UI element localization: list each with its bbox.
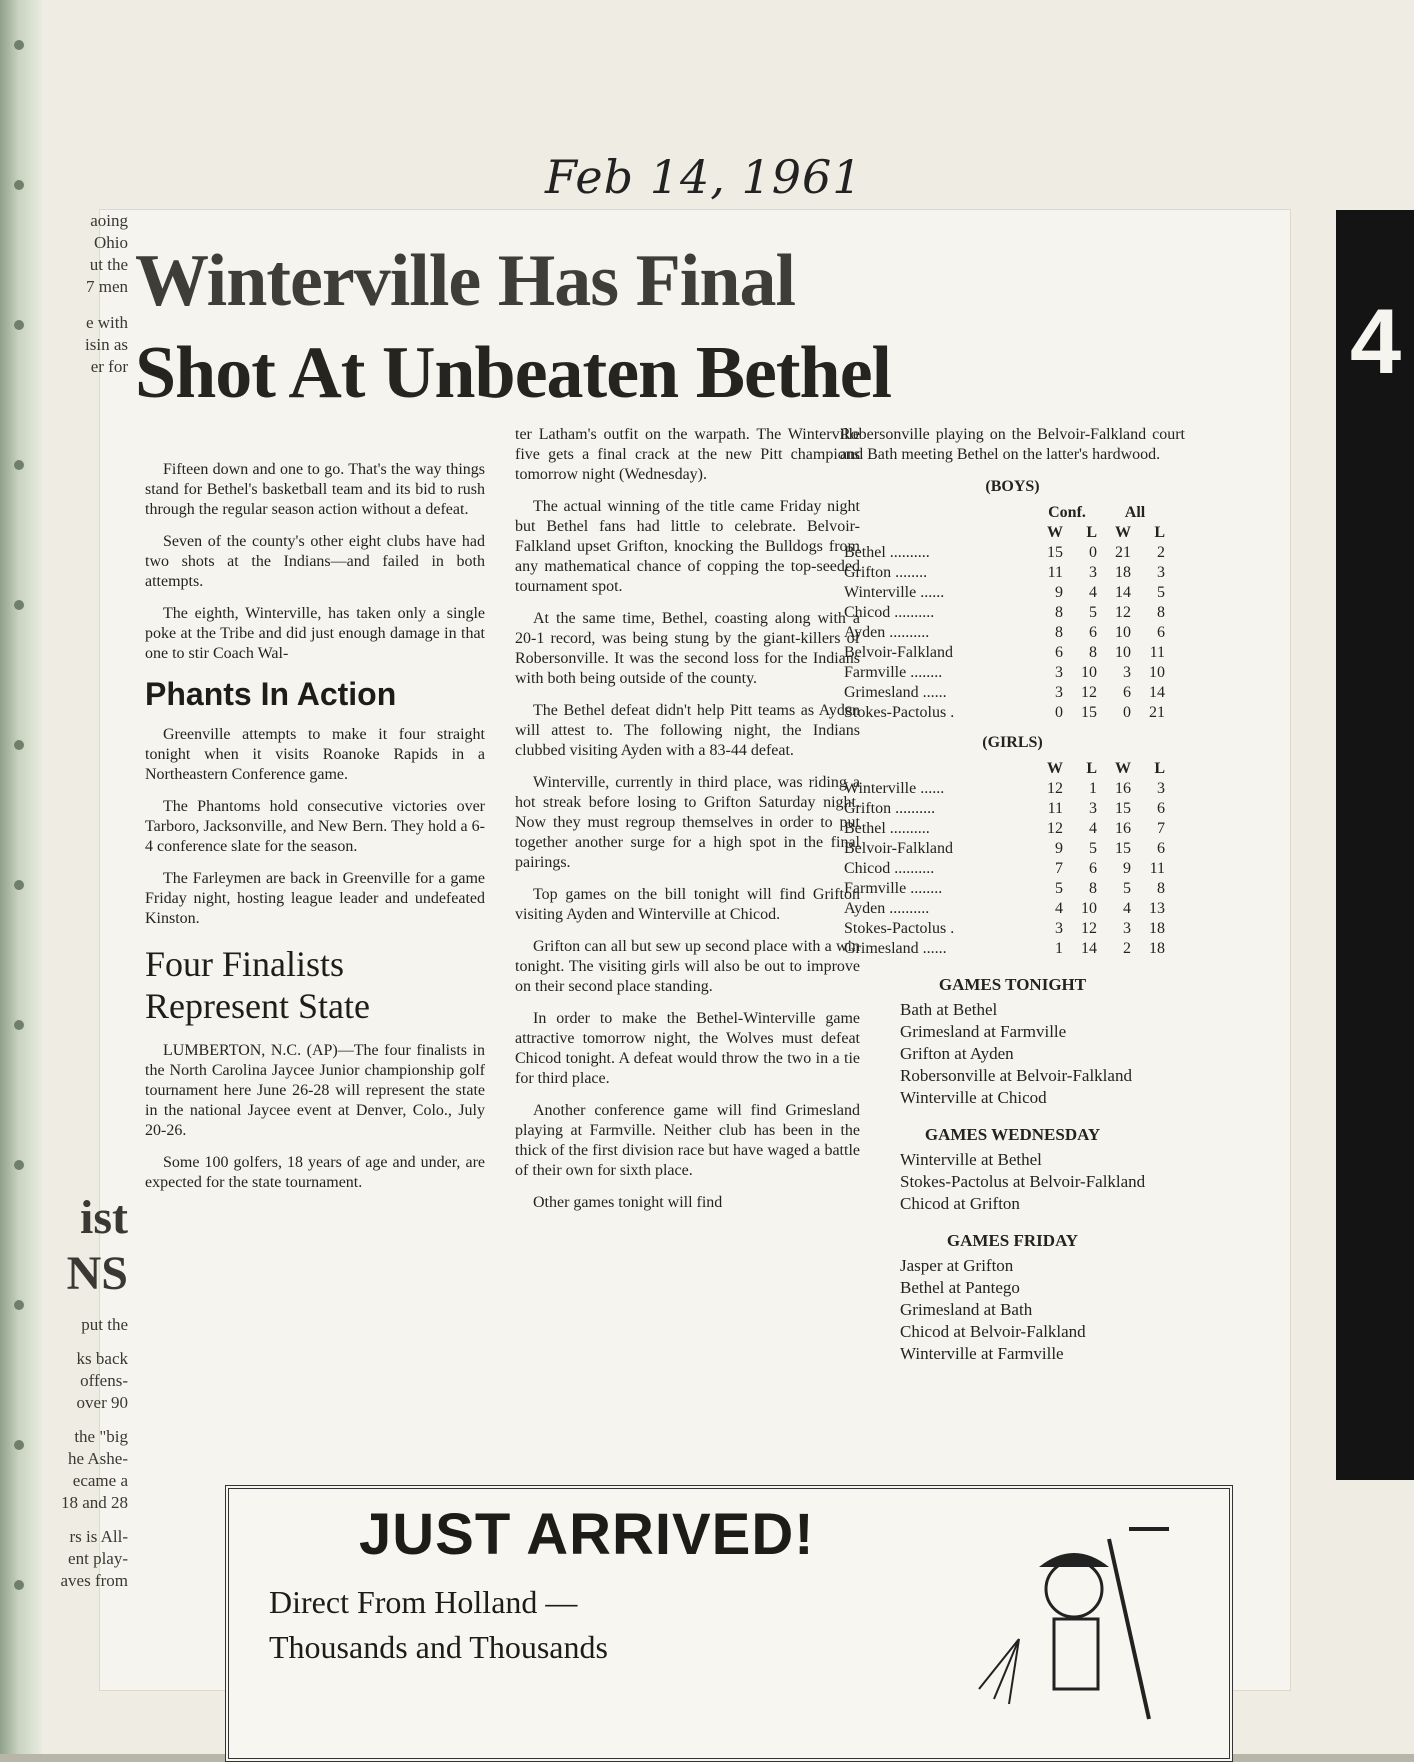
article-headline xyxy=(135,235,1175,419)
record-value: 6 xyxy=(1157,624,1165,641)
record-value: 10 xyxy=(1081,664,1097,681)
table-row xyxy=(840,859,1169,879)
team-name: Grifton .......... xyxy=(844,800,936,817)
schedule-line: Robersonville at Belvoir-Falkland xyxy=(900,1066,1132,1085)
table-row xyxy=(840,899,1169,919)
record-value: 15 xyxy=(1081,704,1097,721)
schedule-line: Chicod at Grifton xyxy=(900,1194,1020,1213)
record-value: 9 xyxy=(1055,840,1063,857)
record-value: 8 xyxy=(1089,880,1097,897)
paragraph: The Bethel defeat didn't help Pitt teams as Ayden will attest to. The following night, the Indians clubbed visiting Ayden with a 83-44 defeat. xyxy=(515,702,860,759)
record-value: 18 xyxy=(1149,920,1165,937)
record-value: 12 xyxy=(1115,604,1131,621)
table-header-row: W L W L xyxy=(1047,760,1165,777)
paragraph: Winterville, currently in third place, was riding a hot streak before losing to Grifton Saturday night. Now they must regroup themselves in order to put together another surge for a high spot in the final pairings. xyxy=(515,774,860,871)
schedule-line: Stokes-Pactolus at Belvoir-Falkland xyxy=(900,1172,1146,1191)
record-value: 3 xyxy=(1055,920,1063,937)
binder-edge xyxy=(0,0,42,1754)
paragraph: ter Latham's outfit on the warpath. The Winterville five gets a final crack at the new Pitt champions tomorrow night (Wednesday). xyxy=(515,426,860,483)
record-value: 3 xyxy=(1055,664,1063,681)
schedule-line: Bath at Bethel xyxy=(900,1000,998,1019)
boys-standings-title: (BOYS) xyxy=(985,478,1040,495)
table-row xyxy=(840,939,1169,959)
team-name: Ayden .......... xyxy=(844,900,930,917)
table-row xyxy=(840,683,1169,703)
ad-line-1: Direct From Holland — xyxy=(269,1584,578,1620)
paragraph: Other games tonight will find xyxy=(533,1194,723,1211)
schedule-line: Winterville at Bethel xyxy=(900,1150,1042,1169)
record-value: 14 xyxy=(1115,584,1131,601)
record-value: 7 xyxy=(1055,860,1063,877)
record-value: 18 xyxy=(1115,564,1131,581)
paragraph: Greenville attempts to make it four straight tonight when it visits Roanoke Rapids in a Northeastern Conference game. xyxy=(145,726,485,783)
team-name: Winterville ...... xyxy=(844,780,945,797)
games-wednesday-title: GAMES WEDNESDAY xyxy=(924,1125,1101,1144)
girls-standings-title: (GIRLS) xyxy=(982,734,1043,751)
record-value: 10 xyxy=(1115,624,1131,641)
advertisement xyxy=(225,1485,1233,1762)
schedule-line: Grimesland at Bath xyxy=(900,1300,1033,1319)
paragraph: Some 100 golfers, 18 years of age and under, are expected for the state tournament. xyxy=(145,1154,485,1191)
record-value: 11 xyxy=(1149,860,1165,877)
boys-standings-table xyxy=(840,503,1169,723)
record-value: 1 xyxy=(1055,940,1063,957)
table-row xyxy=(840,703,1169,723)
team-name: Farmville ........ xyxy=(844,880,943,897)
paragraph: Top games on the bill tonight will find Grifton visiting Ayden and Winterville at Chicod. xyxy=(515,886,860,923)
record-value: 15 xyxy=(1115,800,1131,817)
paragraph: Another conference game will find Grimesland playing at Farmville. Neither club has been in the thick of the first division race but have waged a battle of their own for sixth place. xyxy=(515,1102,860,1179)
paragraph: In order to make the Bethel-Winterville game attractive tomorrow night, the Wolves must defeat Chicod tonight. A defeat would throw the two in a tie for third place. xyxy=(515,1010,860,1087)
table-row xyxy=(840,839,1169,859)
schedule-line: Winterville at Chicod xyxy=(900,1088,1047,1107)
record-value: 8 xyxy=(1055,604,1063,621)
record-value: 3 xyxy=(1089,800,1097,817)
record-value: 10 xyxy=(1081,900,1097,917)
record-value: 4 xyxy=(1055,900,1063,917)
table-row xyxy=(840,919,1169,939)
team-name: Chicod .......... xyxy=(844,604,935,621)
record-value: 14 xyxy=(1149,684,1165,701)
schedule-line: Grimesland at Farmville xyxy=(900,1022,1067,1041)
record-value: 5 xyxy=(1123,880,1131,897)
record-value: 6 xyxy=(1089,624,1097,641)
record-value: 12 xyxy=(1047,780,1063,797)
paragraph: Robersonville playing on the Belvoir-Falkland court and Bath meeting Bethel on the latter's hardwood. xyxy=(840,426,1185,463)
games-wednesday-list xyxy=(840,1149,1185,1215)
record-value: 14 xyxy=(1081,940,1097,957)
record-value: 6 xyxy=(1089,860,1097,877)
ad-headline: JUST ARRIVED! xyxy=(359,1502,815,1567)
team-name: Ayden .......... xyxy=(844,624,930,641)
record-value: 21 xyxy=(1149,704,1165,721)
record-value: 5 xyxy=(1157,584,1165,601)
record-value: 16 xyxy=(1115,780,1131,797)
games-friday-title: GAMES FRIDAY xyxy=(946,1231,1079,1250)
table-row xyxy=(840,543,1169,563)
table-row xyxy=(840,643,1169,663)
record-value: 11 xyxy=(1149,644,1165,661)
record-value: 16 xyxy=(1115,820,1131,837)
table-row xyxy=(840,819,1169,839)
schedule-line: Chicod at Belvoir-Falkland xyxy=(900,1322,1086,1341)
record-value: 6 xyxy=(1157,800,1165,817)
paragraph: Fifteen down and one to go. That's the way things stand for Bethel's basketball team and its bid to rush through the regular season action without a defeat. xyxy=(145,461,485,518)
record-value: 12 xyxy=(1081,920,1097,937)
record-value: 9 xyxy=(1123,860,1131,877)
team-name: Belvoir-Falkland xyxy=(844,644,953,661)
team-name: Stokes-Pactolus . xyxy=(844,920,955,937)
table-row xyxy=(840,623,1169,643)
column-2 xyxy=(515,425,860,1225)
games-tonight-list xyxy=(840,999,1185,1109)
subheadline-phants: Phants In Action xyxy=(145,676,397,712)
record-value: 6 xyxy=(1157,840,1165,857)
record-value: 10 xyxy=(1115,644,1131,661)
record-value: 10 xyxy=(1149,664,1165,681)
adjacent-page-strip xyxy=(1336,210,1414,1480)
adjacent-column-fragment: aoing Ohio ut the 7 men e with isin as er for xyxy=(85,211,128,376)
team-name: Grifton ........ xyxy=(844,564,928,581)
record-value: 3 xyxy=(1123,664,1131,681)
record-value: 0 xyxy=(1055,704,1063,721)
games-tonight-title: GAMES TONIGHT xyxy=(938,975,1087,994)
record-value: 9 xyxy=(1055,584,1063,601)
table-row xyxy=(840,663,1169,683)
schedule-line: Grifton at Ayden xyxy=(900,1044,1014,1063)
record-value: 12 xyxy=(1047,820,1063,837)
headline-line-1: Winterville Has Final xyxy=(135,240,796,322)
record-value: 4 xyxy=(1089,584,1097,601)
record-value: 6 xyxy=(1055,644,1063,661)
paragraph: The eighth, Winterville, has taken only a single poke at the Tribe and did just enough damage in that one to stir Coach Wal- xyxy=(145,605,485,662)
record-value: 8 xyxy=(1089,644,1097,661)
table-row xyxy=(840,799,1169,819)
headline-line-2: Shot At Unbeaten Bethel xyxy=(135,332,892,414)
gardener-illustration-icon xyxy=(959,1519,1189,1729)
girls-standings-table xyxy=(840,759,1169,959)
record-value: 8 xyxy=(1157,604,1165,621)
record-value: 15 xyxy=(1047,544,1063,561)
record-value: 4 xyxy=(1123,900,1131,917)
schedule-line: Winterville at Farmville xyxy=(900,1344,1064,1363)
team-name: Belvoir-Falkland xyxy=(844,840,953,857)
team-name: Grimesland ...... xyxy=(844,940,947,957)
team-name: Farmville ........ xyxy=(844,664,943,681)
record-value: 1 xyxy=(1089,780,1097,797)
record-value: 0 xyxy=(1123,704,1131,721)
team-name: Stokes-Pactolus . xyxy=(844,704,955,721)
ad-line-2: Thousands and Thousands xyxy=(269,1629,608,1665)
record-value: 11 xyxy=(1047,564,1063,581)
record-value: 11 xyxy=(1047,800,1063,817)
table-row xyxy=(840,563,1169,583)
record-value: 5 xyxy=(1089,840,1097,857)
schedule-line: Bethel at Pantego xyxy=(900,1278,1020,1297)
table-row xyxy=(840,779,1169,799)
record-value: 7 xyxy=(1157,820,1165,837)
page-number-fragment: 4 xyxy=(1350,291,1402,393)
record-value: 8 xyxy=(1157,880,1165,897)
record-value: 3 xyxy=(1055,684,1063,701)
games-friday-list xyxy=(840,1255,1185,1365)
paragraph: The actual winning of the title came Friday night but Bethel fans had little to celebrate. Belvoir-Falkland upset Grifton, knocking the Bulldogs from any mathematical chance of copping the top-seeded tournament spot. xyxy=(515,498,860,595)
record-value: 15 xyxy=(1115,840,1131,857)
record-value: 0 xyxy=(1089,544,1097,561)
team-name: Winterville ...... xyxy=(844,584,945,601)
paragraph: LUMBERTON, N.C. (AP)—The four finalists in the North Carolina Jaycee Junior championship golf tournament here June 26-28 will represent the state in the national Jaycee event at Denver, Colo., July 20-26. xyxy=(145,1042,485,1139)
record-value: 21 xyxy=(1115,544,1131,561)
record-value: 18 xyxy=(1149,940,1165,957)
record-value: 5 xyxy=(1089,604,1097,621)
team-name: Grimesland ...... xyxy=(844,684,947,701)
record-value: 3 xyxy=(1157,564,1165,581)
column-3 xyxy=(840,425,1185,1365)
paragraph: The Phantoms hold consecutive victories over Tarboro, Jacksonville, and New Bern. They hold a 6-4 conference slate for the season. xyxy=(145,798,485,855)
record-value: 2 xyxy=(1157,544,1165,561)
table-row xyxy=(840,603,1169,623)
table-header-row: Conf. All xyxy=(1048,504,1146,521)
adjacent-column-fragment-lower: ist NS put the ks back offens- over 90 the "big he Ashe- ecame a 18 and 28 rs is All- ent play- aves from xyxy=(60,1191,128,1590)
team-name: Chicod .......... xyxy=(844,860,935,877)
record-value: 3 xyxy=(1123,920,1131,937)
subheadline-finalists: Four Finalists Represent State xyxy=(145,944,370,1026)
paragraph: The Farleymen are back in Greenville for a game Friday night, hosting league leader and undefeated Kinston. xyxy=(145,870,485,927)
record-value: 3 xyxy=(1089,564,1097,581)
record-value: 2 xyxy=(1123,940,1131,957)
record-value: 4 xyxy=(1089,820,1097,837)
record-value: 12 xyxy=(1081,684,1097,701)
schedule-line: Jasper at Grifton xyxy=(900,1256,1014,1275)
table-row xyxy=(840,583,1169,603)
paragraph: Grifton can all but sew up second place with a win tonight. The visiting girls will also be out to improve on their second place standing. xyxy=(515,938,860,995)
column-1 xyxy=(145,460,485,1205)
handwritten-date: Feb 14, 1961 xyxy=(545,150,863,204)
team-name: Bethel .......... xyxy=(844,544,930,561)
record-value: 13 xyxy=(1149,900,1165,917)
record-value: 3 xyxy=(1157,780,1165,797)
record-value: 6 xyxy=(1123,684,1131,701)
table-header-row: W L W L xyxy=(1047,524,1165,541)
record-value: 5 xyxy=(1055,880,1063,897)
paragraph: At the same time, Bethel, coasting along with a 20-1 record, was being stung by the giant-killers of Robersonville. It was the second loss for the Indians with both being outside of the county. xyxy=(515,610,860,687)
table-row xyxy=(840,879,1169,899)
record-value: 8 xyxy=(1055,624,1063,641)
team-name: Bethel .......... xyxy=(844,820,930,837)
paragraph: Seven of the county's other eight clubs have had two shots at the Indians—and failed in both attempts. xyxy=(145,533,485,590)
